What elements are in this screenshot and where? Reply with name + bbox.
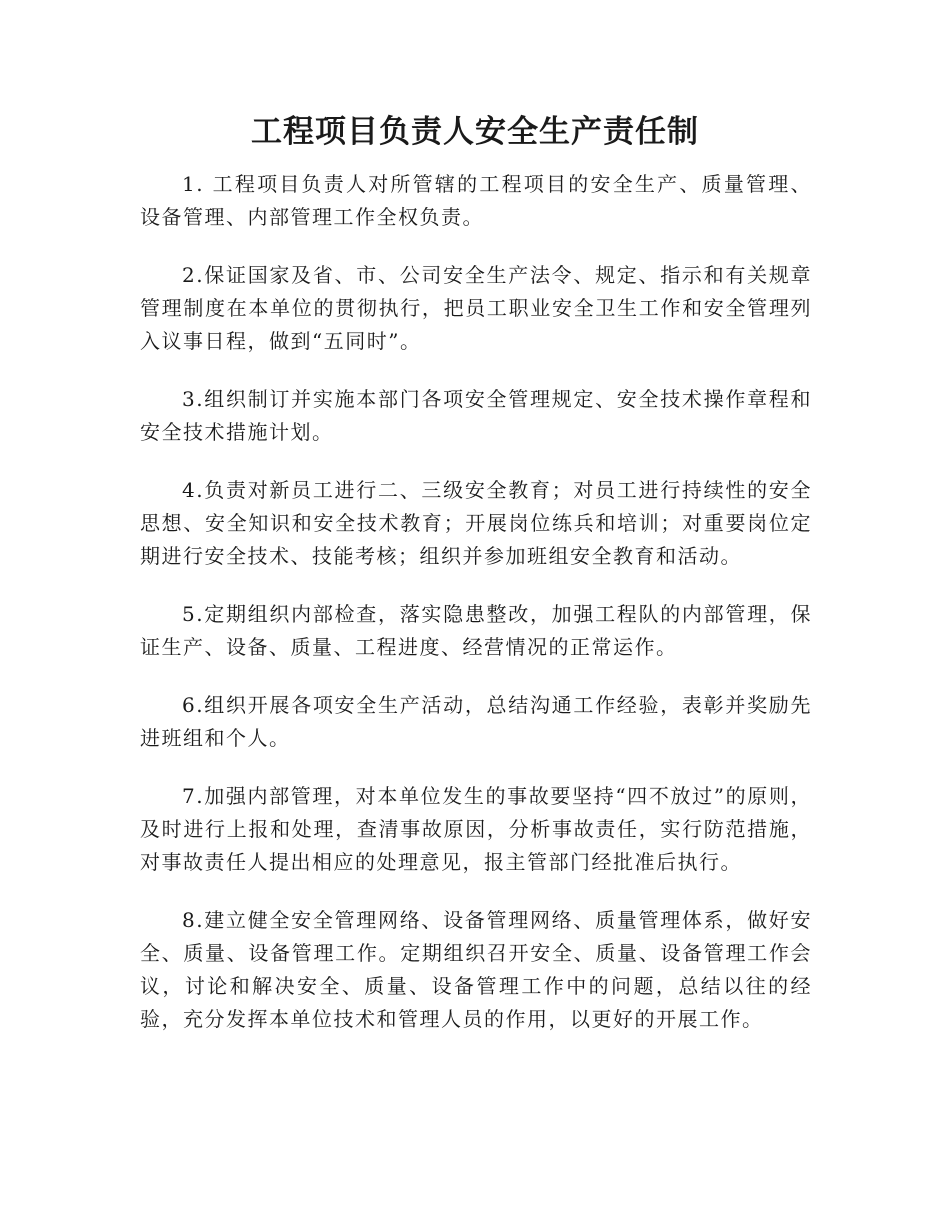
clause-4: 4.负责对新员工进行二、三级安全教育；对员工进行持续性的安全思想、安全知识和安全技术教育；开展岗位练兵和培训；对重要岗位定期进行安全技术、技能考核；组织并参加班组安全教育和活动。 xyxy=(140,478,812,568)
clause-6: 6.组织开展各项安全生产活动，总结沟通工作经验，表彰并奖励先进班组和个人。 xyxy=(140,693,812,750)
clause-1: 1. 工程项目负责人对所管辖的工程项目的安全生产、质量管理、设备管理、内部管理工作全权负责。 xyxy=(140,172,812,229)
clause-3: 3.组织制订并实施本部门各项安全管理规定、安全技术操作章程和安全技术措施计划。 xyxy=(140,387,812,444)
clause-5: 5.定期组织内部检查，落实隐患整改，加强工程队的内部管理，保证生产、设备、质量、工程进度、经营情况的正常运作。 xyxy=(140,602,812,659)
document-title: 工程项目负责人安全生产责任制 xyxy=(251,114,699,150)
clause-8: 8.建立健全安全管理网络、设备管理网络、质量管理体系，做好安全、质量、设备管理工作。定期组织召开安全、质量、设备管理工作会议，讨论和解决安全、质量、设备管理工作中的问题，总结以往的经验，充分发挥本单位技术和管理人员的作用，以更好的开展工作。 xyxy=(140,908,812,1031)
clause-7: 7.加强内部管理，对本单位发生的事故要坚持“四不放过”的原则，及时进行上报和处理，查清事故原因，分析事故责任，实行防范措施，对事故责任人提出相应的处理意见，报主管部门经批准后执行。 xyxy=(140,784,812,874)
clause-2: 2.保证国家及省、市、公司安全生产法令、规定、指示和有关规章管理制度在本单位的贯彻执行，把员工职业安全卫生工作和安全管理列入议事日程，做到“五同时”。 xyxy=(140,263,812,353)
clause-list xyxy=(140,168,812,1061)
